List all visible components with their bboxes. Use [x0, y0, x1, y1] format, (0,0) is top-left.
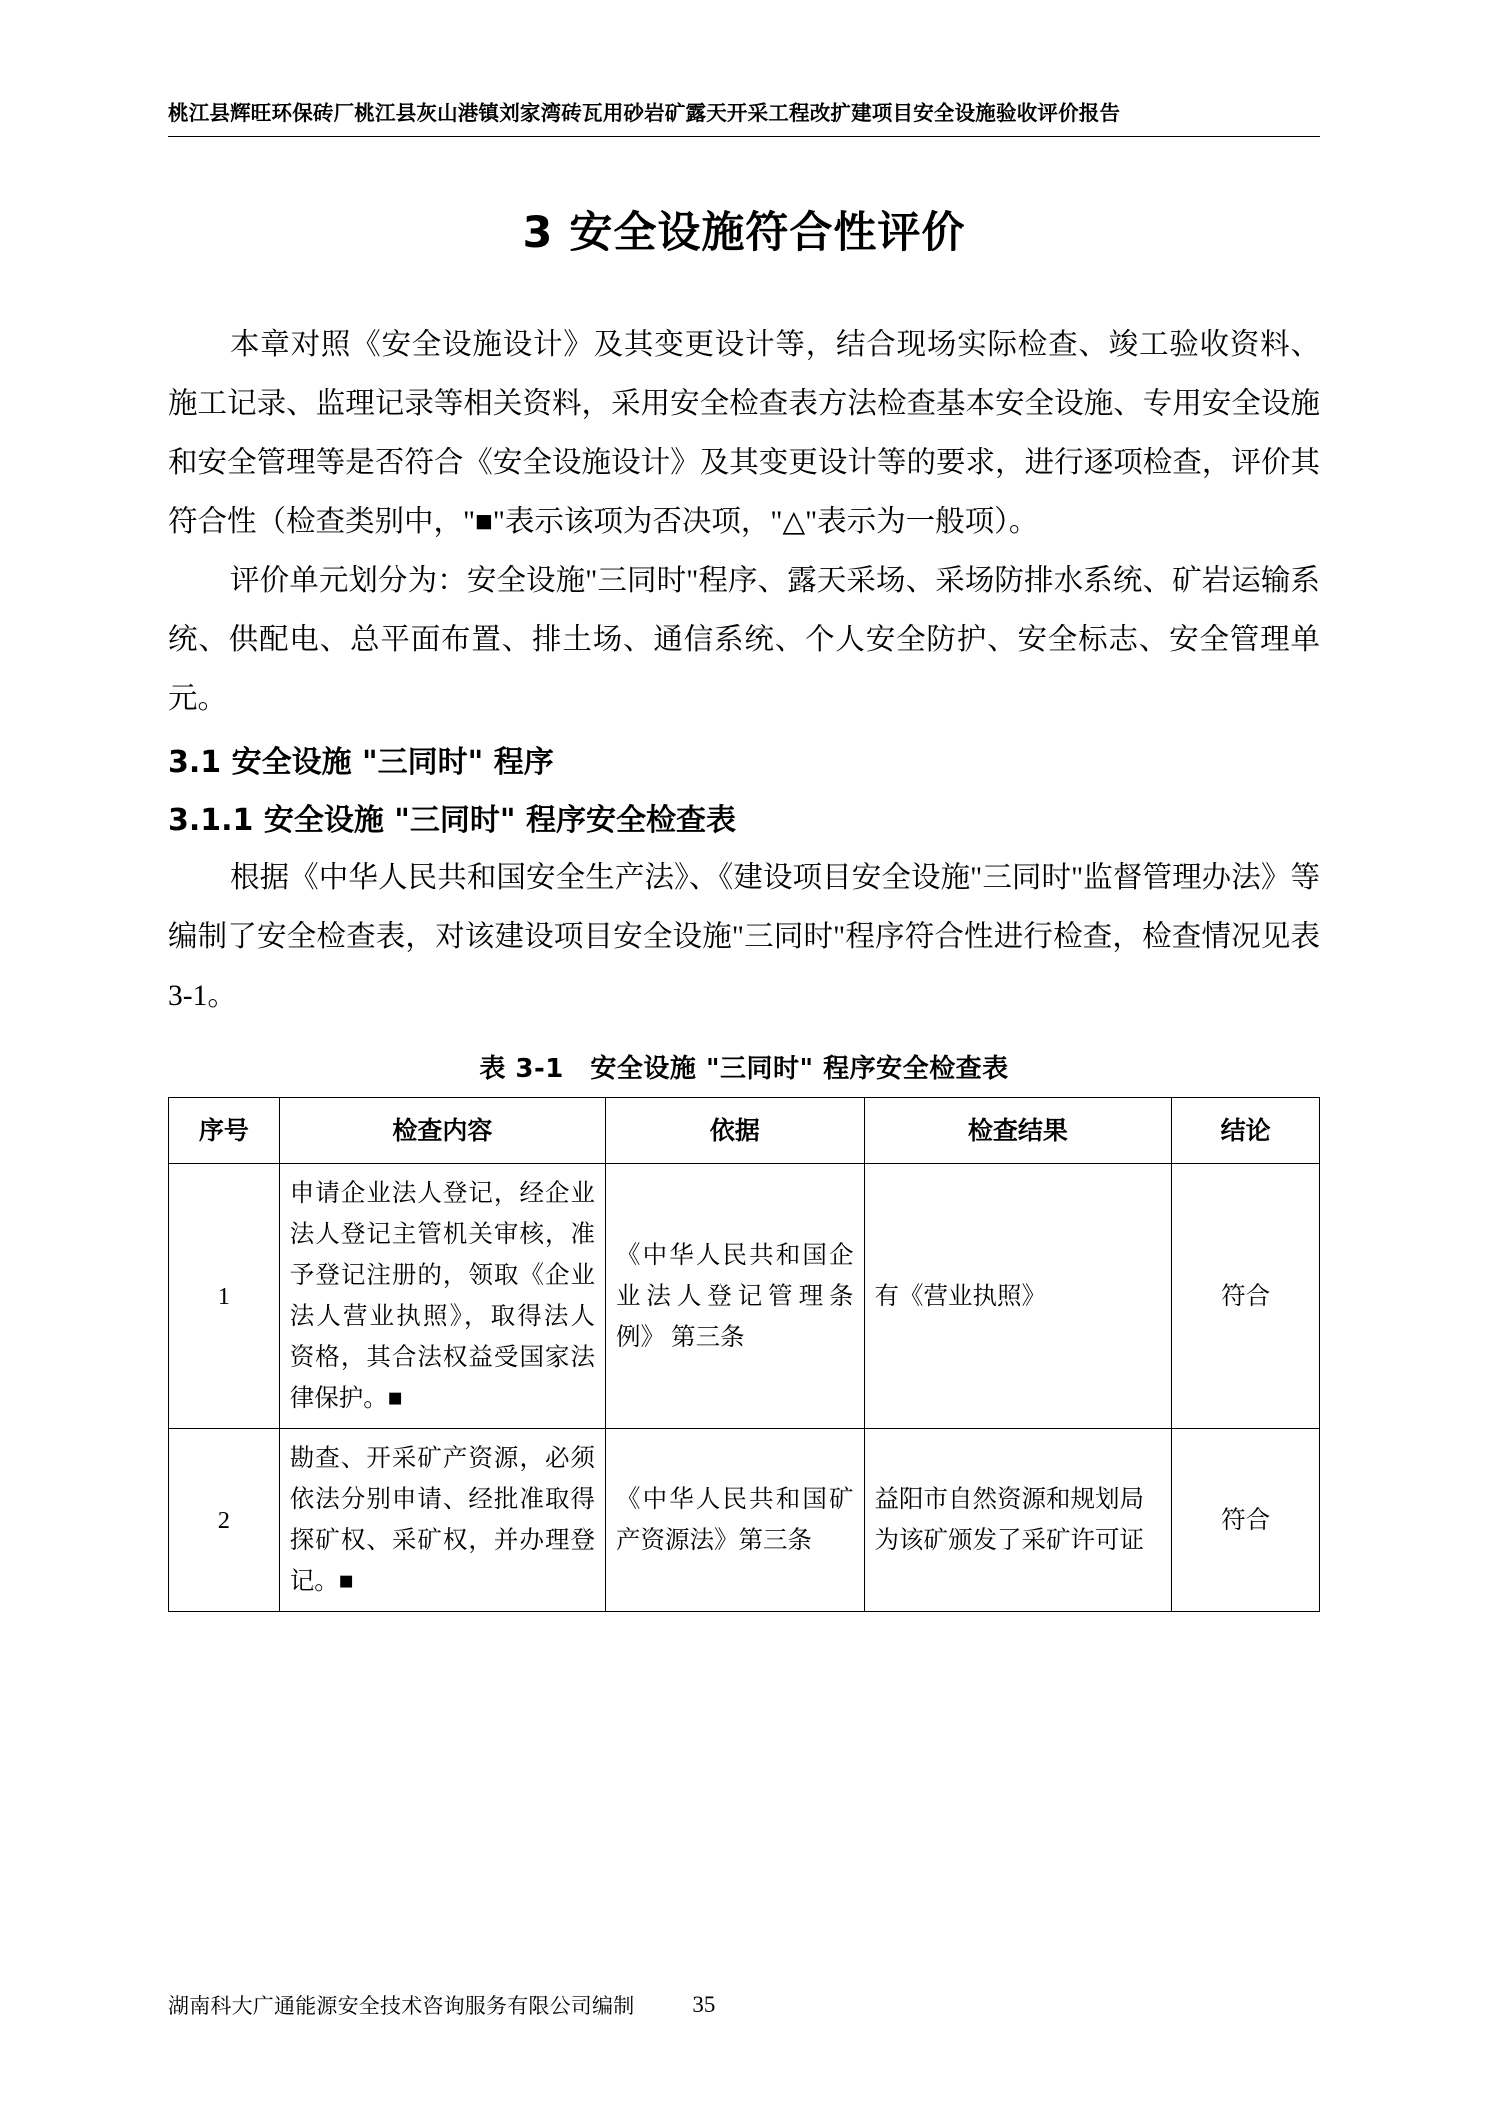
section-heading-3-1: 3.1 安全设施 "三同时" 程序 — [168, 745, 554, 780]
cell-conclusion: 符合 — [1172, 1164, 1320, 1429]
chapter-title: 3 安全设施符合性评价 — [522, 208, 966, 258]
column-header-content: 检查内容 — [279, 1098, 605, 1164]
column-header-basis: 依据 — [605, 1098, 864, 1164]
page-content — [168, 96, 1320, 2044]
page-footer — [168, 1990, 1320, 2020]
column-header-result: 检查结果 — [864, 1098, 1172, 1164]
column-header-conclusion: 结论 — [1172, 1098, 1320, 1164]
column-header-number: 序号 — [169, 1098, 280, 1164]
running-header — [168, 96, 1320, 137]
footer-organization: 湖南科大广通能源安全技术咨询服务有限公司编制 — [168, 1994, 635, 2018]
safety-check-table — [168, 1097, 1320, 1612]
cell-content: 勘查、开采矿产资源，必须依法分别申请、经批准取得探矿权、采矿权，并办理登记。■ — [279, 1429, 605, 1612]
table-caption: 表 3-1 安全设施 "三同时" 程序安全检查表 — [479, 1054, 1009, 1084]
cell-number: 1 — [169, 1164, 280, 1429]
subsection-heading-3-1-1: 3.1.1 安全设施 "三同时" 程序安全检查表 — [168, 803, 737, 838]
cell-conclusion: 符合 — [1172, 1429, 1320, 1612]
cell-result: 益阳市自然资源和规划局为该矿颁发了采矿许可证 — [864, 1429, 1172, 1612]
table-row — [169, 1164, 1320, 1429]
paragraph-intro-2: 评价单元划分为：安全设施"三同时"程序、露天采场、采场防排水系统、矿岩运输系统、供配电、总平面布置、排土场、通信系统、个人安全防护、安全标志、安全管理单元。 — [168, 565, 1320, 715]
footer-page-number: 35 — [692, 1992, 716, 2017]
paragraph-subsection: 根据《中华人民共和国安全生产法》、《建设项目安全设施"三同时"监督管理办法》等编制了安全检查表，对该建设项目安全设施"三同时"程序符合性进行检查，检查情况见表 3-1。 — [168, 862, 1320, 1012]
cell-basis: 《中华人民共和国企业法人登记管理条例》 第三条 — [605, 1164, 864, 1429]
cell-number: 2 — [169, 1429, 280, 1612]
cell-content: 申请企业法人登记，经企业法人登记主管机关审核，准予登记注册的，领取《企业法人营业执照》，取得法人资格，其合法权益受国家法律保护。■ — [279, 1164, 605, 1429]
running-header-text: 桃江县辉旺环保砖厂桃江县灰山港镇刘家湾砖瓦用砂岩矿露天开采工程改扩建项目安全设施验收评价报告 — [168, 101, 1121, 125]
table-header-row — [169, 1098, 1320, 1164]
cell-result: 有《营业执照》 — [864, 1164, 1172, 1429]
cell-basis: 《中华人民共和国矿产资源法》第三条 — [605, 1429, 864, 1612]
paragraph-intro-1: 本章对照《安全设施设计》及其变更设计等，结合现场实际检查、竣工验收资料、施工记录、监理记录等相关资料，采用安全检查表方法检查基本安全设施、专用安全设施和安全管理等是否符合《安全设施设计》及其变更设计等的要求，进行逐项检查，评价其符合性（检查类别中，"■"表示该项为否决项，"△"表示为一般项）。 — [168, 329, 1320, 538]
table-row — [169, 1429, 1320, 1612]
